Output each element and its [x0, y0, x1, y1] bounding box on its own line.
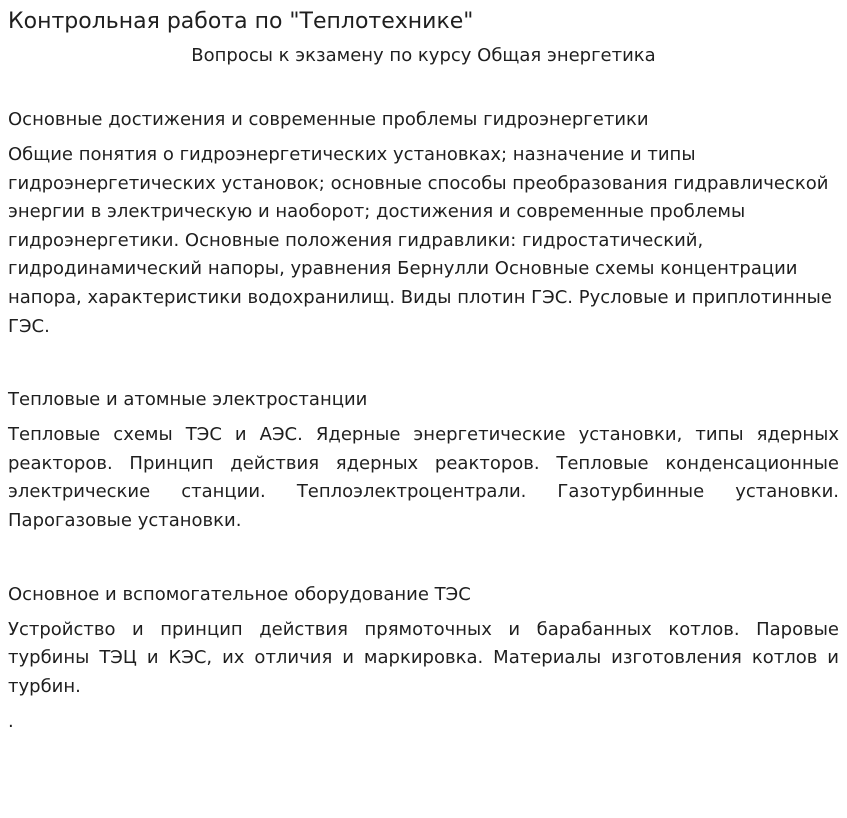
- section-thermal-nuclear: [8, 388, 839, 535]
- section-heading: Основные достижения и современные проблемы гидроэнергетики: [8, 109, 649, 130]
- section-heading: Тепловые и атомные электростанции: [8, 389, 368, 411]
- section-body: Общие понятия о гидроэнергетических установках; назначение и типы гидроэнергетических установок; основные способы преобразования гидравлической энергии в электрическую и наоборот; достижения и современные проблемы гидроэнергетики. Основные положения гидравлики: гидростатический, гидродинамический напоры, уравнения Бернулли Основные схемы концентрации напора, характеристики водохранилищ. Виды плотин ГЭС. Русловые и приплотинные ГЭС.: [8, 144, 832, 337]
- section-heading: Основное и вспомогательное оборудование ТЭС: [8, 583, 471, 605]
- trailing-dot: .: [8, 711, 14, 733]
- section-body: Устройство и принцип действия прямоточных и барабанных котлов. Паровые турбины ТЭЦ и КЭС, их отличия и маркировка. Материалы изготовления котлов и турбин.: [8, 618, 839, 697]
- document-subtitle: Вопросы к экзамену по курсу Общая энергетика: [191, 45, 656, 66]
- section-equipment: [8, 583, 839, 702]
- section-body: Тепловые схемы ТЭС и АЭС. Ядерные энергетические установки, типы ядерных реакторов. Принцип действия ядерных реакторов. Тепловые конденсационные электрические станции. Теплоэлектроцентрали. Газотурбинные установки. Парогазовые установки.: [8, 424, 839, 531]
- document-title: Контрольная работа по "Теплотехнике": [8, 9, 474, 34]
- section-hydropower: [8, 108, 839, 341]
